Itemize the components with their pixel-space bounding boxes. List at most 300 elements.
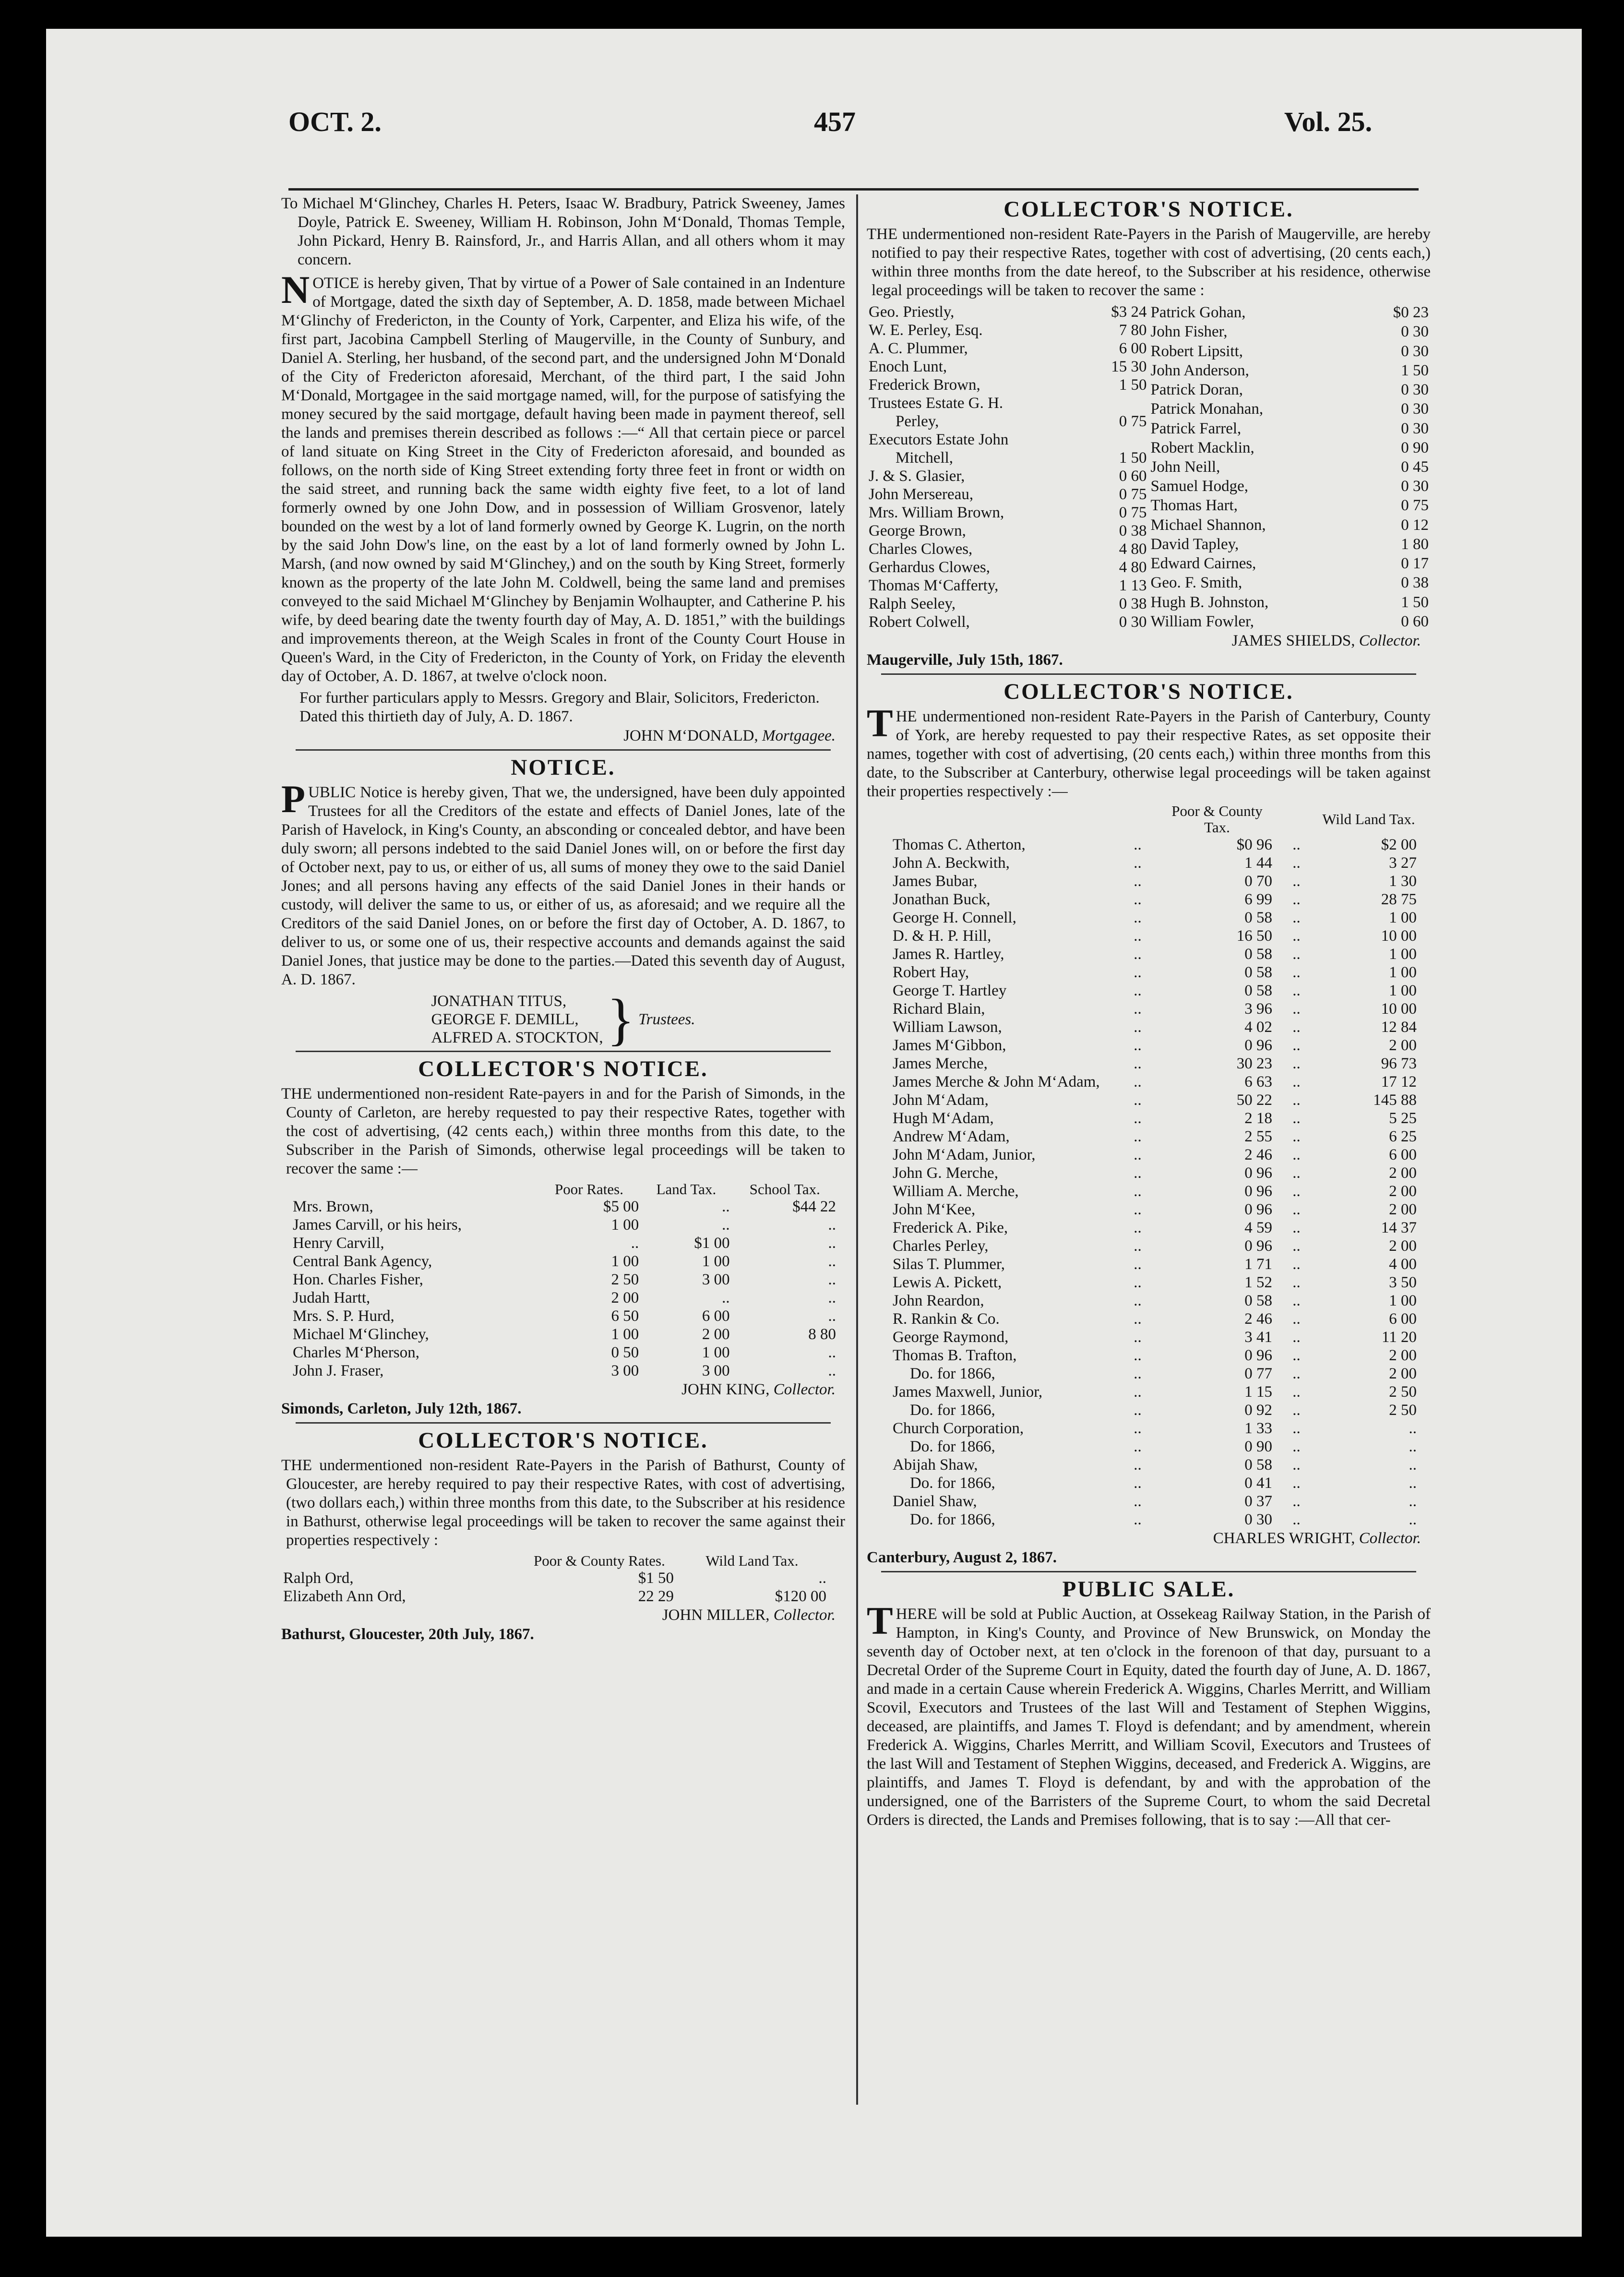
poor-county-tax: 1 52 [1244,1274,1272,1291]
ratepayer-name: Robert Colwell, [869,613,970,631]
wild-land-tax: .. [1409,1456,1417,1474]
leader-dots: .. [1292,1456,1301,1474]
leader-dots: .. [1292,1256,1301,1273]
table-row [891,1091,1419,1109]
wild-land-tax: 1 00 [1389,964,1417,981]
left-column [281,194,845,1644]
ratepayer-name: R. Rankin & Co. [893,1310,1000,1328]
table-row [891,963,1419,982]
poor-county-tax: 0 37 [1244,1493,1272,1510]
ratepayer-name: John Fisher, [1150,323,1228,341]
table-row [891,1036,1419,1055]
rate-amount: 1 50 [1119,376,1147,394]
school-tax: .. [828,1289,836,1306]
ratepayer-name: Geo. Priestly, [869,303,955,321]
wild-land-tax: 10 00 [1381,927,1417,945]
table-row [867,467,1149,485]
maugerville-lists [867,303,1431,631]
poor-county-tax: 30 23 [1236,1055,1272,1072]
leader-dots: .. [1292,1493,1301,1510]
wild-land-tax: .. [1409,1474,1417,1492]
table-row [1149,515,1431,535]
leader-dots: .. [1134,1456,1142,1474]
right-column [867,194,1431,1830]
school-tax: .. [828,1307,836,1325]
poor-rate: 1 00 [611,1326,639,1343]
ratepayer-name: Andrew M‘Adam, [893,1128,1010,1145]
bathurst-signer: JOHN MILLER, [662,1606,770,1624]
poor-county-tax: 0 92 [1244,1402,1272,1419]
leader-dots: .. [1292,982,1301,999]
leader-dots: .. [1292,1292,1301,1309]
ratepayer-name: Abijah Shaw, [893,1456,978,1474]
table-row [281,1569,828,1587]
ratepayer-name: A. C. Plummer, [869,340,968,357]
table-row [891,1292,1419,1310]
ratepayer-name: Geo. F. Smith, [1150,574,1242,592]
ratepayer-name: Thomas M‘Cafferty, [869,577,999,594]
leader-dots: .. [1134,1055,1142,1072]
table-row [291,1325,838,1343]
ratepayer-name: Frederick A. Pike, [893,1219,1008,1236]
mortgage-signature [281,726,845,745]
table-row [867,412,1149,431]
wild-land-tax: 4 00 [1389,1256,1417,1273]
poor-county-tax: 2 18 [1244,1110,1272,1127]
ratepayer-name: Do. for 1866, [910,1402,995,1419]
poor-county-tax: 0 90 [1244,1438,1272,1455]
wild-land-tax: 3 50 [1389,1274,1417,1291]
rate-amount: 0 75 [1401,497,1429,515]
ratepayer-name: William A. Merche, [893,1183,1019,1200]
land-tax: $1 00 [694,1234,730,1252]
ratepayer-name: Henry Carvill, [293,1234,384,1252]
table-row [867,431,1149,449]
simonds-signature [281,1380,845,1399]
table-row [891,1164,1419,1182]
poor-county-tax: 0 58 [1244,946,1272,963]
table-row [891,890,1419,909]
table-row [867,394,1149,412]
canterbury-place-date: Canterbury, August 2, 1867. [867,1549,1057,1566]
ratepayer-name: William Fowler, [1150,612,1254,630]
leader-dots: .. [1134,1201,1142,1218]
trustee-name: JONATHAN TITUS, [431,993,567,1010]
rate-amount [1088,431,1149,449]
leader-dots: .. [1292,946,1301,963]
leader-dots: .. [1292,1183,1301,1200]
bathurst-title: COLLECTOR'S NOTICE. [418,1428,708,1453]
poor-county-tax: 0 41 [1244,1474,1272,1492]
table-row [891,1018,1419,1036]
leader-dots: .. [1292,891,1301,908]
simonds-signer: JOHN KING, [681,1381,770,1398]
leader-dots: .. [1134,1383,1142,1401]
table-row [891,945,1419,963]
table-row [1149,361,1431,380]
public-sale-body: THERE will be sold at Public Auction, at Ossekeag Railway Station, in the Parish of Hampton, in King's County, and Province of New Brunswick, on Monday the seventh day of October next, at ten o'clock in the forenoon of that day, pursuant to a Decretal Order of the Supreme Court in Equity, dated the fourth day of June, A. D. 1867, and made in a certain Cause wherein Frederick A. Wiggins, Charles Merritt, and William Scovil, Executors and Trustees of the last Will and Testament of Stephen Wiggins, deceased, are plaintiffs, and James T. Floyd is defendant; and by amendment, wherein Frederick A. Wiggins, Charles Merritt, and William Scovil, Executors and Trustees of the last Will and Testament of Stephen Wiggins, deceased, and Frederick A. Wiggins, are plaintiffs, and James T. Floyd is defendant, by and with the approbation of the undersigned, one of the Barristers of the Supreme Court, to whom the said Decretal Orders is directed, the Lands and Premises following, that is to say :—All that cer- [867,1599,1431,1829]
simonds-notice [281,1056,845,1418]
table-row [891,909,1419,927]
table-row [281,1587,828,1606]
rate-amount: $3 24 [1111,303,1147,321]
ratepayer-name: Robert Macklin, [1150,439,1254,456]
wild-land-tax: 1 00 [1389,982,1417,999]
leader-dots: .. [1292,909,1301,926]
canterbury-notice [867,679,1431,1567]
jones-title: NOTICE. [511,755,616,780]
ratepayer-name: Perley, [896,413,939,430]
poor-rate: 0 50 [611,1344,639,1361]
rate-amount: 0 75 [1119,486,1147,503]
rate-amount: 4 80 [1119,559,1147,576]
table-row [867,321,1149,339]
trustees-block [281,987,845,1051]
ratepayer-name: James Carvill, or his heirs, [293,1216,462,1234]
wild-land-tax: 14 37 [1381,1219,1417,1236]
rate-amount: 0 75 [1119,413,1147,430]
table-row [891,1456,1419,1474]
rate-amount: $0 23 [1393,304,1429,322]
ratepayer-name: John A. Beckwith, [893,854,1010,872]
leader-dots: .. [1292,1073,1301,1091]
poor-county-tax: 0 77 [1244,1365,1272,1382]
ratepayer-name: Hon. Charles Fisher, [293,1271,423,1288]
ratepayer-name: Silas T. Plummer, [893,1256,1005,1273]
leader-dots: .. [1134,1402,1142,1419]
leader-dots: .. [1292,1037,1301,1054]
rate-amount: 0 30 [1401,419,1429,437]
leader-dots: .. [1134,946,1142,963]
maugerville-list-left [867,303,1149,631]
ratepayer-name: Robert Lipsitt, [1150,342,1243,360]
table-row [867,449,1149,467]
leader-dots: .. [1134,1347,1142,1364]
poor-rate: 2 50 [611,1271,639,1288]
canterbury-body: THE undermentioned non-resident Rate-Payers in the Parish of Canterbury, County of York, are hereby requested to pay their respective Rates, as set opposite their names, together with cost of advertising, (20 cents each,) within three months from this date, to the Subscriber at Canterbury, otherwise legal proceedings will be taken against their properties respectively :— [867,701,1431,800]
leader-dots: .. [1134,1019,1142,1036]
ratepayer-name: Hugh M‘Adam, [893,1110,994,1127]
wild-land-tax: 2 00 [1389,1347,1417,1364]
leader-dots: .. [1292,1329,1301,1346]
table-row [1149,573,1431,592]
ratepayer-name: Charles Perley, [893,1237,989,1255]
rate-amount: 0 30 [1401,478,1429,495]
simonds-title: COLLECTOR'S NOTICE. [418,1056,708,1081]
mortgage-body: NOTICE is hereby given, That by virtue of a Power of Sale contained in an Indenture of Mortgage, dated the sixth day of September, A. D. 1858, made between Michael M‘Glinchy of Fredericton, in the County of York, Carpenter, and Eliza his wife, of the first part, Jacobina Campbell Sterling of Maugerville, in the County of Sunbury, and Daniel A. Sterling, her husband, of the second part, and the undersigned John M‘Donald of the City of Fredericton aforesaid, Merchant, of the third part, I the said John M‘Donald, Mortgagee in the said mortgage named, will, for the purpose of satisfying the money secured by the said mortgage, default having been made in payment thereof, sell the lands and premises therein described as follows :—“ All that certain piece or parcel of land situate on King Street in the City of Fredericton aforesaid, and bounded as follows, on the north side of King Street extending forty three feet in front or width on the said street, and running back the same width eighty five feet, to a lot of land formerly owned by one John Dow, and in possession of William Grosvenor, lately bounded on the west by a lot of land formerly owned by George K. Lugrin, on the north by the said John Dow's line, on the east by a lot of land formerly owned by John L. Marsh, (and now owned by said M‘Glinchey,) and on the south by King Street, formerly known as the property of the late John M. Coldwell, being the same land and premises conveyed to the said Michael M‘Glinchey by Benjamin Wolhaupter, and Catherine P. his wife, by deed bearing date the twenty fourth day of May, A. D. 1851,” with the buildings and improvements thereon, at the Weigh Scales in front of the County Court House in Queen's Ward, in the City of Fredericton, in the County of York, on Friday the eleventh day of October, A. D. 1867, at twelve o'clock noon. [281,268,845,685]
rate-amount: 0 75 [1119,504,1147,521]
table-row [891,1438,1419,1456]
land-tax: 1 00 [702,1344,730,1361]
poor-county-tax: 1 71 [1244,1256,1272,1273]
rate-amount: 1 80 [1401,535,1429,553]
rate-amount: 1 50 [1401,361,1429,379]
ratepayer-name: James Bubar, [893,873,978,890]
ratepayer-name: John J. Fraser, [293,1362,384,1379]
wild-land-tax: 1 00 [1389,1292,1417,1309]
volume-number: Vol. 25. [1284,106,1373,137]
rate-amount: 6 00 [1119,340,1147,357]
wild-land-tax: 5 25 [1389,1110,1417,1127]
leader-dots: .. [1292,1000,1301,1018]
table-row [891,1146,1419,1164]
leader-dots: .. [1134,1493,1142,1510]
canterbury-role: Collector. [1359,1530,1421,1547]
leader-dots: .. [1134,891,1142,908]
mortgage-notice [281,194,845,745]
ratepayer-name: George Raymond, [893,1329,1009,1346]
table-row [867,613,1149,631]
ratepayer-name: Michael M‘Glinchey, [293,1326,429,1343]
rate-amount: 0 90 [1401,439,1429,456]
poor-county-tax: 0 58 [1244,909,1272,926]
land-tax: 1 00 [702,1253,730,1270]
leader-dots: .. [1292,1019,1301,1036]
leader-dots: .. [1134,927,1142,945]
wild-land-tax: 2 50 [1389,1402,1417,1419]
table-row [291,1289,838,1307]
ratepayer-name: Michael Shannon, [1150,516,1266,534]
poor-county-tax: 2 46 [1244,1310,1272,1328]
maugerville-body: THE undermentioned non-resident Rate-Payers in the Parish of Maugerville, are hereby notified to pay their respective Rates, together with cost of advertising, (20 cents each,) within three months from the date hereof, to the Subscriber at his residence, otherwise legal proceedings will be taken to recover the same : [867,226,1431,299]
school-tax: .. [828,1271,836,1288]
table-row [867,522,1149,540]
table-row [1149,419,1431,438]
maugerville-notice [867,196,1431,670]
simonds-table [291,1181,838,1380]
ratepayer-name: Do. for 1866, [910,1474,995,1492]
poor-county-tax: 0 96 [1244,1183,1272,1200]
section-rule [296,1422,831,1424]
public-sale-notice [867,1576,1431,1830]
leader-dots: .. [1134,1219,1142,1236]
table-row [891,1000,1419,1018]
ratepayer-name: John Anderson, [1150,361,1249,379]
jones-body: PUBLIC Notice is hereby given, That we, the undersigned, have been duly appointed Trustees for all the Creditors of the estate and effects of Daniel Jones, late of the Parish of Havelock, in King's County, an absconding or concealed debtor, and have been duly sworn; all persons indebted to the said Daniel Jones will, on or before the first day of October next, pay to us, or either of us, all sums of money they owe to the said Daniel Jones; and all persons having any effects of the said Daniel Jones in their hands or custody, will deliver the same to us, or either of us, as aforesaid; and we require all the Creditors of the said Daniel Jones, on or before the first day of October, A. D. 1867, to deliver to us, or some one of us, their respective accounts and demands against the said Daniel Jones, that justice may be done to the parties.—Dated this seventh day of August, A. D. 1867. [281,777,845,988]
leader-dots: .. [1292,1438,1301,1455]
leader-dots: .. [1292,927,1301,945]
leader-dots: .. [1134,1365,1142,1382]
maugerville-role: Collector. [1359,632,1421,649]
leader-dots: .. [1134,1073,1142,1091]
leader-dots: .. [1292,1511,1301,1528]
mortgage-role: Mortgagee. [762,727,836,744]
table-row [1149,438,1431,457]
ratepayer-name: George H. Connell, [893,909,1016,926]
school-tax: .. [828,1234,836,1252]
ratepayer-name: Thomas B. Trafton, [893,1347,1017,1364]
wild-land-tax: 12 84 [1381,1019,1417,1036]
table-row [891,1182,1419,1200]
ratepayer-name: Lewis A. Pickett, [893,1274,1002,1291]
ratepayer-name: Elizabeth Ann Ord, [283,1588,406,1605]
column-header: Wild Land Tax. [1322,811,1415,827]
poor-county-tax: 0 96 [1244,1164,1272,1182]
poor-rate: 1 00 [611,1253,639,1270]
leader-dots: .. [1134,1256,1142,1273]
land-tax: 6 00 [702,1307,730,1325]
wild-land-tax: .. [1409,1438,1417,1455]
poor-rate: .. [631,1234,639,1252]
poor-county-tax: 2 55 [1244,1128,1272,1145]
wild-land-tax: 17 12 [1381,1073,1417,1091]
rate-amount: 0 12 [1401,516,1429,534]
table-row [291,1252,838,1270]
wild-land-tax: 6 25 [1389,1128,1417,1145]
wild-land-tax: 2 00 [1389,1183,1417,1200]
table-row [891,836,1419,854]
ratepayer-name: Church Corporation, [893,1420,1024,1437]
table-row [1149,380,1431,399]
leader-dots: .. [1134,1128,1142,1145]
bathurst-role: Collector. [773,1606,836,1624]
ratepayer-name: John M‘Kee, [893,1201,976,1218]
table-row [891,854,1419,872]
ratepayer-name: James Maxwell, Junior, [893,1383,1043,1401]
rate-amount [1088,394,1149,412]
leader-dots: .. [1134,964,1142,981]
wild-land-tax: 2 50 [1389,1383,1417,1401]
ratepayer-name: Do. for 1866, [910,1511,995,1528]
wild-land-tax: .. [818,1570,826,1587]
section-rule [296,749,831,751]
ratepayer-name: James Merche & John M‘Adam, [893,1073,1100,1091]
poor-rate: 2 00 [611,1289,639,1306]
ratepayer-name: Do. for 1866, [910,1438,995,1455]
ratepayer-name: Ralph Seeley, [869,595,956,612]
wild-land-tax: 2 00 [1389,1037,1417,1054]
table-row [891,1237,1419,1255]
section-rule [296,1051,831,1052]
leader-dots: .. [1134,982,1142,999]
table-row [867,558,1149,576]
school-tax: 8 80 [808,1326,836,1343]
poor-county-tax: 6 63 [1244,1073,1272,1091]
rate-amount: 0 30 [1401,342,1429,360]
table-row [1149,322,1431,341]
column-header: Land Tax. [656,1181,716,1198]
canterbury-table [891,803,1419,1529]
leader-dots: .. [1134,1310,1142,1328]
leader-dots: .. [1134,1511,1142,1528]
ratepayer-name: Samuel Hodge, [1150,478,1248,495]
leader-dots: .. [1134,1164,1142,1182]
ratepayer-name: Trustees Estate G. H. [869,395,1003,412]
table-row [891,927,1419,945]
rate-amount: 0 30 [1401,400,1429,418]
column-header: Poor & County Rates. [534,1552,665,1569]
ratepayer-name: Thomas Hart, [1150,497,1238,515]
table-row [867,303,1149,321]
poor-county-tax: 1 15 [1244,1383,1272,1401]
table-row [891,1273,1419,1292]
mortgage-further: For further particulars apply to Messrs. Gregory and Blair, Solicitors, Fredericton. [299,689,820,707]
rate-amount: 0 60 [1119,467,1147,485]
poor-county-tax: 0 96 [1244,1347,1272,1364]
ratepayer-name: Daniel Shaw, [893,1493,977,1510]
wild-land-tax: 2 00 [1389,1365,1417,1382]
table-row [291,1234,838,1252]
table-row [891,1200,1419,1219]
leader-dots: .. [1292,1420,1301,1437]
column-divider [856,194,858,2105]
rate-amount: 1 13 [1119,577,1147,594]
jones-notice [281,755,845,1051]
wild-land-tax: .. [1409,1511,1417,1528]
land-tax: 3 00 [702,1271,730,1288]
table-row [867,358,1149,376]
mortgage-signer: JOHN M‘DONALD, [623,727,758,744]
wild-land-tax: 3 27 [1389,854,1417,872]
table-row [867,376,1149,394]
table-row [291,1198,838,1216]
school-tax: .. [828,1216,836,1234]
section-rule [881,673,1416,675]
land-tax: .. [722,1289,730,1306]
ratepayer-name: Richard Blain, [893,1000,985,1018]
poor-county-tax: $0 96 [1236,836,1272,853]
leader-dots: .. [1134,1274,1142,1291]
table-row [891,1492,1419,1510]
ratepayer-name: Patrick Gohan, [1150,304,1246,322]
wild-land-tax: 2 00 [1389,1237,1417,1255]
page-number: 457 [814,106,856,137]
poor-county-tax: 3 41 [1244,1329,1272,1346]
ratepayer-name: Do. for 1866, [910,1365,995,1382]
ratepayer-name: Ralph Ord, [283,1570,354,1587]
table-row [291,1343,838,1362]
poor-rate: $5 00 [603,1198,639,1215]
rate-amount: 4 80 [1119,540,1147,558]
poor-county-rate: $1 50 [638,1570,674,1587]
table-row [867,540,1149,558]
bathurst-place-date: Bathurst, Gloucester, 20th July, 1867. [281,1626,534,1643]
leader-dots: .. [1292,1201,1301,1218]
poor-county-tax: 0 58 [1244,982,1272,999]
canterbury-title: COLLECTOR'S NOTICE. [1003,679,1294,704]
table-row [1149,554,1431,573]
bathurst-notice [281,1427,845,1644]
table-row [891,1109,1419,1127]
ratepayer-name: John Reardon, [893,1292,984,1309]
wild-land-tax: 145 88 [1373,1091,1417,1109]
maugerville-signer: JAMES SHIELDS, [1231,632,1355,649]
table-row [891,1073,1419,1091]
leader-dots: .. [1292,964,1301,981]
poor-county-tax: 4 59 [1244,1219,1272,1236]
table-row [1149,303,1431,322]
poor-county-tax: 0 58 [1244,964,1272,981]
wild-land-tax: 10 00 [1381,1000,1417,1018]
ratepayer-name: George Brown, [869,522,966,539]
ratepayer-name: Gerhardus Clowes, [869,559,990,576]
table-row [891,1419,1419,1438]
rate-amount: 0 38 [1401,574,1429,592]
maugerville-list-right [1149,303,1431,631]
table-row [891,1328,1419,1346]
wild-land-tax: $120 00 [775,1588,826,1605]
table-row [891,1255,1419,1273]
table-row [891,1401,1419,1419]
column-header: School Tax. [749,1181,820,1198]
table-row [291,1362,838,1380]
ratepayer-name: David Tapley, [1150,535,1239,553]
public-sale-title: PUBLIC SALE. [1062,1577,1235,1602]
ratepayer-name: Judah Hartt, [293,1289,370,1306]
ratepayer-name: Patrick Farrel, [1150,419,1242,437]
table-row [891,1127,1419,1146]
leader-dots: .. [1134,836,1142,853]
